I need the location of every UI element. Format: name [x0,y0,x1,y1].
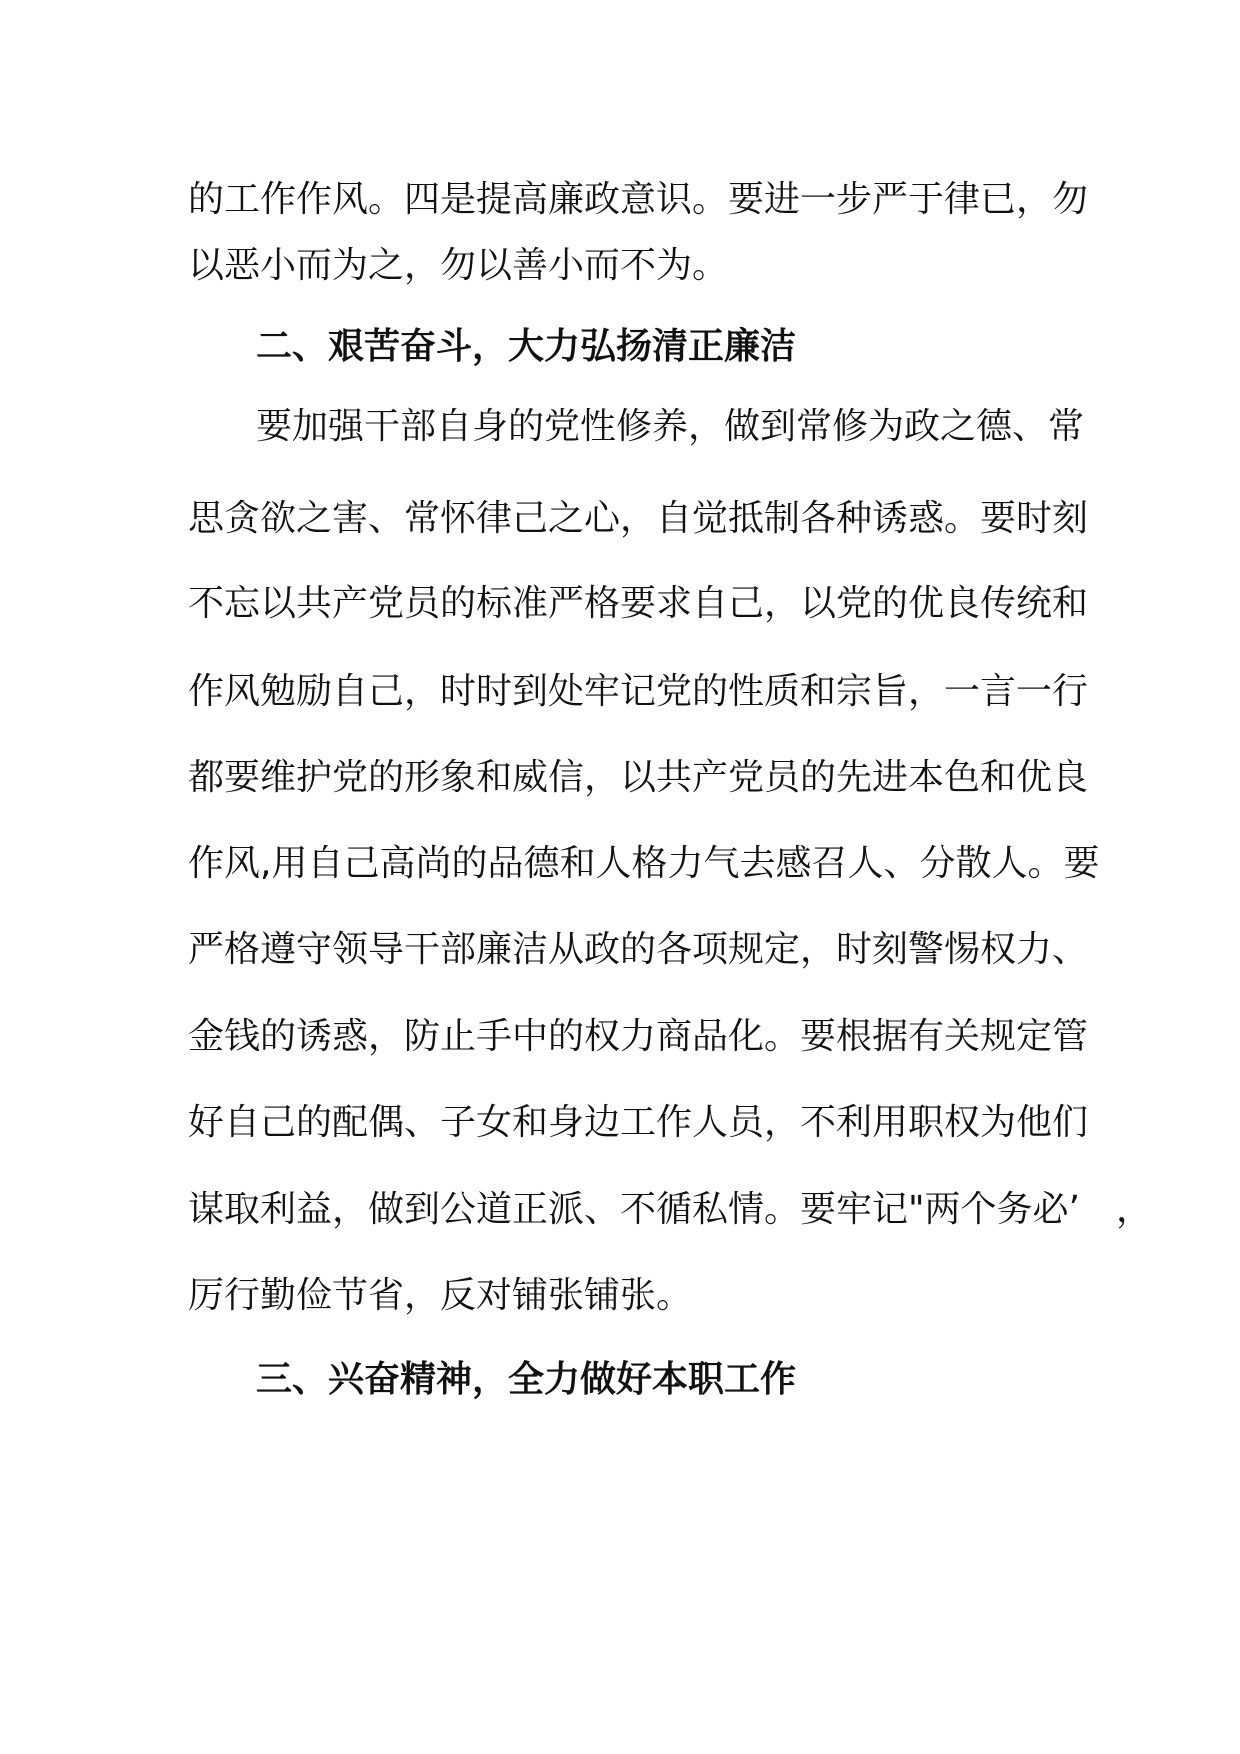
paragraph-line: 作风,用自己高尚的品德和人格力气去感召人、分散人。要 [188,843,1100,884]
paragraph-line: 的工作作风。四是提高廉政意识。要进一步严于律已，勿 [188,179,1089,220]
paragraph-line: 不忘以共产党员的标准严格要求自己，以党的优良传统和 [188,583,1089,624]
paragraph-line: 以恶小而为之，勿以善小而不为。 [188,245,729,286]
paragraph-line: 思贪欲之害、常怀律己之心，自觉抵制各种诱惑。要时刻 [188,498,1089,539]
paragraph-line: 作风勉励自己，时时到处牢记党的性质和宗旨，一言一行 [188,671,1089,712]
section-heading: 三、兴奋精神，全力做好本职工作 [256,1359,797,1400]
paragraph-line: 好自己的配偶、子女和身边工作人员，不利用职权为他们 [188,1102,1089,1143]
section-heading: 二、艰苦奋斗，大力弘扬清正廉洁 [256,326,797,367]
paragraph-line: 厉行勤俭节省，反对铺张铺张。 [188,1275,693,1316]
paragraph-line: 严格遵守领导干部廉洁从政的各项规定，时刻警惕权力、 [188,929,1089,970]
paragraph-line: 谋取利益，做到公道正派、不循私情。要牢记"两个务必’ ， [188,1189,1153,1230]
paragraph-line: 要加强干部自身的党性修养，做到常修为政之德、常 [256,406,1085,447]
paragraph-line: 都要维护党的形象和威信，以共产党员的先进本色和优良 [188,757,1089,798]
paragraph-line: 金钱的诱惑，防止手中的权力商品化。要根据有关规定管 [188,1016,1089,1057]
